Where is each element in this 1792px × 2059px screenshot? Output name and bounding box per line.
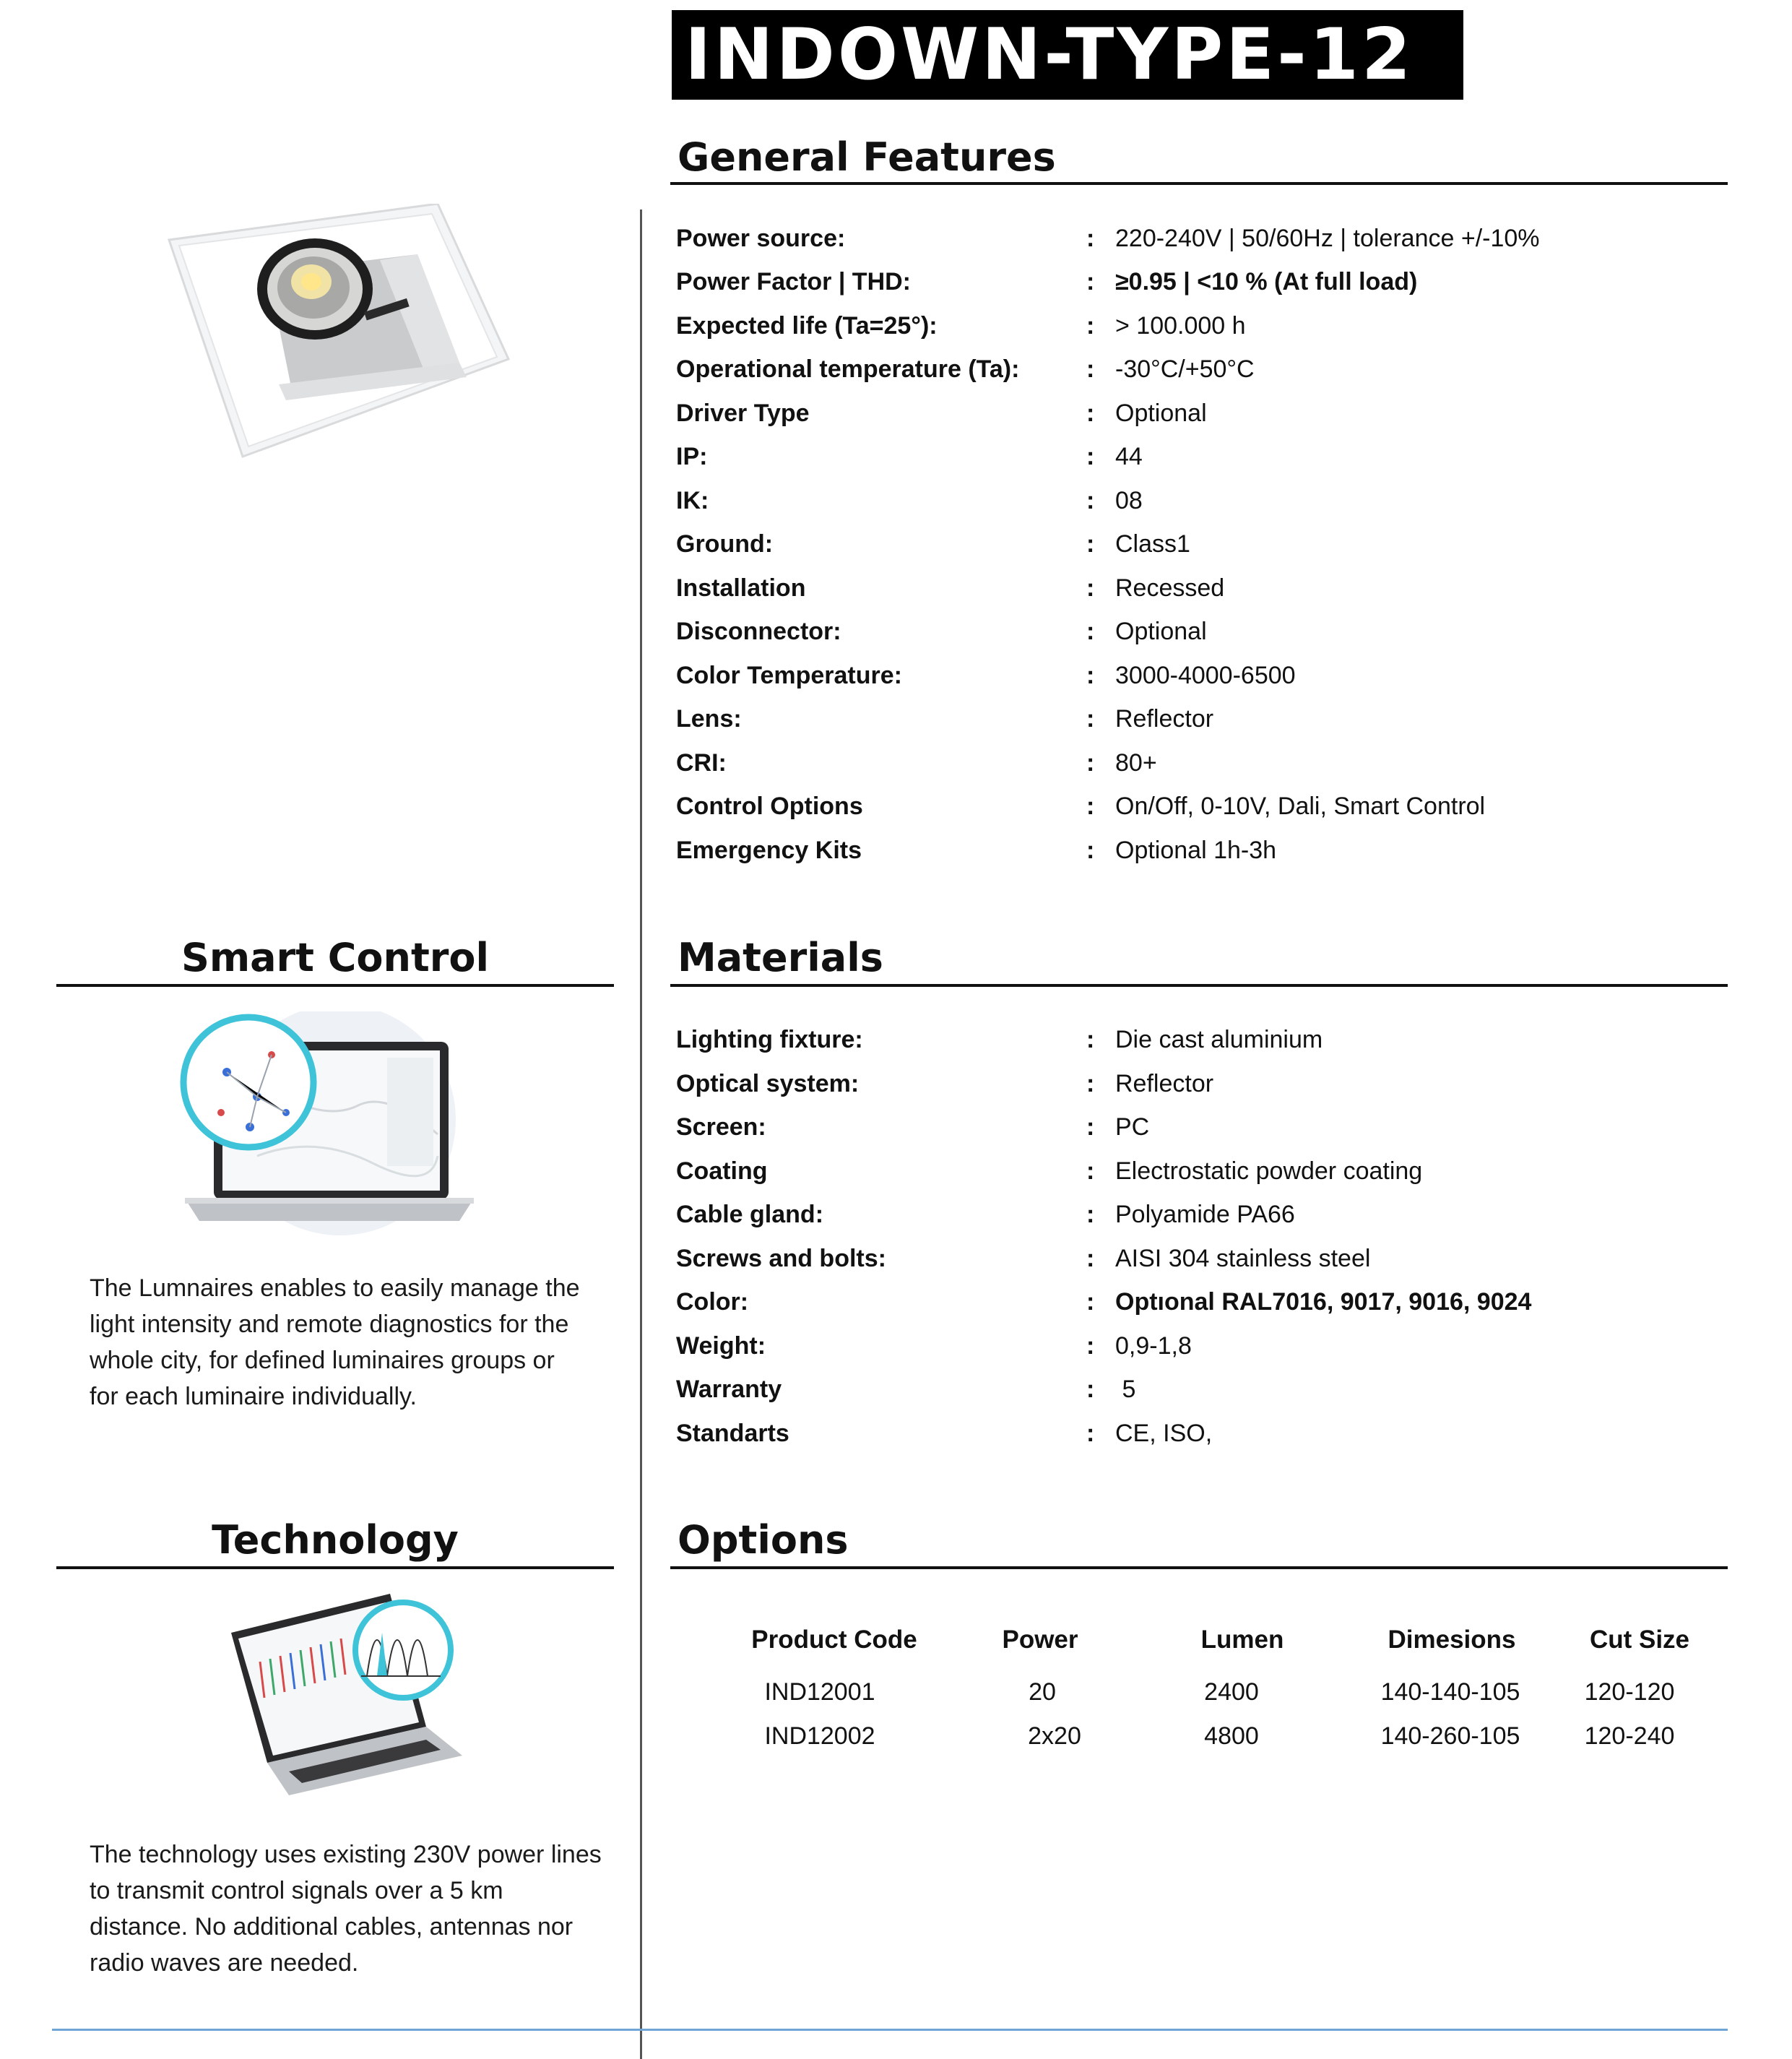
spec-row [676,1105,1716,1149]
options-header-power: Power [1002,1626,1078,1654]
options-cell-lumen: 4800 [1204,1722,1259,1750]
spec-label: Control Options [676,793,863,820]
spec-label: Installation [676,574,806,602]
spec-row [676,1280,1716,1324]
spec-value: Optıonal RAL7016, 9017, 9016, 9024 [1115,1288,1532,1316]
spec-colon: : [1086,1113,1095,1141]
spec-row [676,217,1716,260]
spec-row [676,829,1716,872]
spec-row [676,1018,1716,1061]
options-cell-power: 20 [1029,1678,1056,1706]
table-row [0,1675,1792,1709]
spec-value: Class1 [1115,530,1190,558]
spec-label: Driver Type [676,400,810,427]
spec-colon: : [1086,662,1095,689]
options-header-cut-size: Cut Size [1589,1626,1690,1654]
technology-description [90,1836,639,1981]
spec-value: 3000-4000-6500 [1115,662,1296,689]
options-cell-dimensions: 140-260-105 [1380,1722,1520,1750]
spec-row [676,741,1716,785]
product-title: INDOWN-TYPE-12 [672,10,1463,100]
spec-label: Power source: [676,225,846,252]
spec-colon: : [1086,1201,1095,1228]
spec-value: 5 [1115,1376,1136,1403]
technology-rule [56,1566,614,1569]
options-cell-product-code: IND12001 [764,1678,875,1706]
options-cell-lumen: 2400 [1204,1678,1259,1706]
spec-row [676,392,1716,435]
spec-label: Optical system: [676,1070,860,1097]
spec-colon: : [1086,749,1095,777]
spec-colon: : [1086,355,1095,383]
spec-colon: : [1086,793,1095,820]
spec-value: AISI 304 stainless steel [1115,1245,1371,1272]
spec-colon: : [1086,574,1095,602]
spec-value: 80+ [1115,749,1157,777]
spec-value: Optional 1h-3h [1115,837,1277,864]
spec-row [676,785,1716,828]
spec-value: Optional [1115,618,1207,645]
spec-label: Lens: [676,705,742,733]
spec-row [676,610,1716,653]
options-cell-product-code: IND12002 [764,1722,875,1750]
spec-label: Operational temperature (Ta): [676,355,1020,383]
spec-value: On/Off, 0-10V, Dali, Smart Control [1115,793,1486,820]
spec-value: -30°C/+50°C [1115,355,1255,383]
spec-label: Color: [676,1288,749,1316]
spec-colon: : [1086,225,1095,252]
spec-colon: : [1086,268,1095,295]
spec-colon: : [1086,312,1095,340]
description-line: The technology uses existing 230V power lines [90,1841,602,1868]
spec-row [676,1193,1716,1236]
options-cell-cut-size: 120-120 [1584,1678,1675,1706]
spec-colon: : [1086,1245,1095,1272]
spec-value: ≥0.95 | <10 % (At full load) [1115,268,1418,295]
spec-row [676,522,1716,566]
spec-row [676,1237,1716,1280]
spec-colon: : [1086,530,1095,558]
spec-colon: : [1086,1332,1095,1360]
spec-row [676,260,1716,303]
spec-colon: : [1086,1420,1095,1447]
spec-colon: : [1086,1070,1095,1097]
laptop-map-image [170,1011,488,1250]
table-row [0,1719,1792,1753]
spec-label: Weight: [676,1332,766,1360]
spec-label: Power Factor | THD: [676,268,911,295]
spec-row [676,1368,1716,1411]
spec-value: Recessed [1115,574,1225,602]
spec-value: 08 [1115,487,1143,514]
downlight-product-image [163,204,517,464]
spec-value: 0,9-1,8 [1115,1332,1192,1360]
technology-heading: Technology [212,1517,459,1563]
options-cell-dimensions: 140-140-105 [1380,1678,1520,1706]
spec-label: Warranty [676,1376,782,1403]
general-features-heading: General Features [678,134,1056,180]
spec-colon: : [1086,443,1095,470]
spec-row [676,697,1716,741]
description-line: The Lumnaires enables to easily manage the [90,1274,580,1302]
spec-colon: : [1086,487,1095,514]
options-header-product-code: Product Code [751,1626,917,1654]
spec-colon: : [1086,1288,1095,1316]
description-line: for each luminaire individually. [90,1383,417,1410]
spec-colon: : [1086,1026,1095,1053]
description-line: whole city, for defined luminaires groups or [90,1347,555,1374]
spec-row [676,1324,1716,1368]
smart-control-description [90,1270,624,1415]
spec-row [676,1062,1716,1105]
spec-value: Electrostatic powder coating [1115,1157,1423,1185]
spec-row [676,435,1716,478]
footer-divider [52,2029,1728,2031]
spec-row [676,348,1716,391]
spec-label: Expected life (Ta=25°): [676,312,938,340]
description-line: to transmit control signals over a 5 km [90,1877,503,1904]
spec-label: Screen: [676,1113,766,1141]
spec-value: Die cast aluminium [1115,1026,1323,1053]
materials-heading: Materials [678,935,883,980]
spec-colon: : [1086,1157,1095,1185]
materials-rule [670,984,1728,987]
spec-label: Screws and bolts: [676,1245,886,1272]
spec-value: Reflector [1115,1070,1214,1097]
spec-row [676,1412,1716,1455]
spec-label: IK: [676,487,709,514]
spec-label: Lighting fixture: [676,1026,863,1053]
spec-value: Reflector [1115,705,1214,733]
spec-colon: : [1086,1376,1095,1403]
spec-value: 44 [1115,443,1143,470]
spec-row [676,566,1716,610]
description-line: distance. No additional cables, antennas nor [90,1913,573,1941]
spec-label: Cable gland: [676,1201,824,1228]
spec-colon: : [1086,400,1095,427]
spec-value: 220-240V | 50/60Hz | tolerance +/-10% [1115,225,1540,252]
general-features-rule [670,182,1728,185]
spec-label: Color Temperature: [676,662,902,689]
options-heading: Options [678,1517,849,1563]
spec-label: Coating [676,1157,768,1185]
description-line: radio waves are needed. [90,1949,359,1977]
spec-row [676,1149,1716,1193]
spec-label: Emergency Kits [676,837,862,864]
smart-control-rule [56,984,614,987]
spec-row [676,479,1716,522]
options-cell-power: 2x20 [1028,1722,1081,1750]
spec-label: IP: [676,443,708,470]
description-line: light intensity and remote diagnostics for the [90,1311,569,1338]
spec-label: Disconnector: [676,618,841,645]
spec-value: CE, ISO, [1115,1420,1213,1447]
spec-colon: : [1086,705,1095,733]
spec-label: CRI: [676,749,727,777]
column-divider [640,210,642,2059]
spec-colon: : [1086,618,1095,645]
options-header-lumen: Lumen [1200,1626,1284,1654]
options-header-dimensions: Dimesions [1388,1626,1516,1654]
spec-value: Optional [1115,400,1207,427]
spec-value: > 100.000 h [1115,312,1246,340]
spec-value: Polyamide PA66 [1115,1201,1295,1228]
spec-value: PC [1115,1113,1150,1141]
spec-label: Ground: [676,530,774,558]
options-rule [670,1566,1728,1569]
smart-control-heading: Smart Control [181,935,490,980]
spec-row [676,304,1716,348]
spec-row [676,654,1716,697]
spec-label: Standarts [676,1420,789,1447]
spec-colon: : [1086,837,1095,864]
options-cell-cut-size: 120-240 [1584,1722,1675,1750]
